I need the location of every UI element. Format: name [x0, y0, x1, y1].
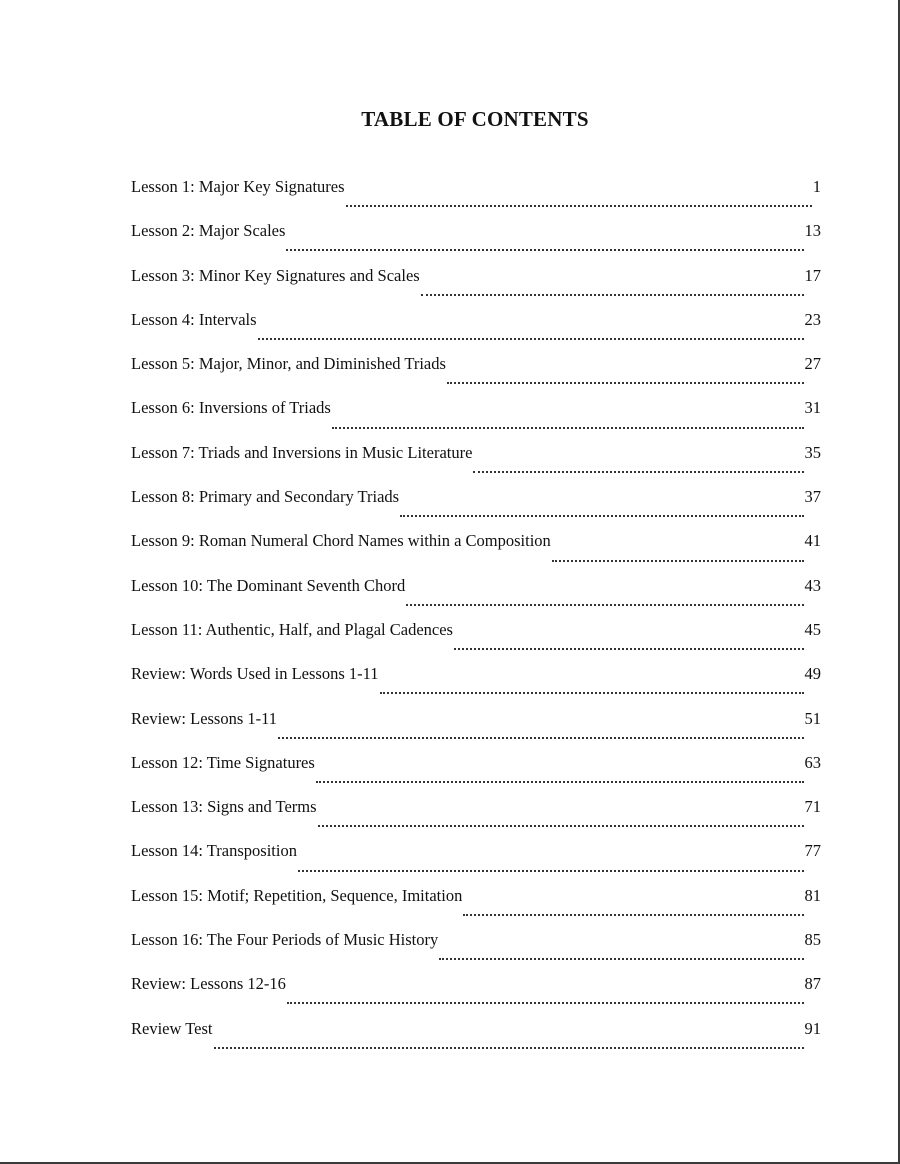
toc-entry-page-number: 63 — [804, 752, 821, 772]
dot-leader — [332, 407, 804, 429]
toc-entry-label: Lesson 15: Motif; Repetition, Sequence, Imitation — [131, 885, 463, 905]
toc-entry-page-number: 51 — [804, 708, 821, 728]
dot-leader — [298, 850, 804, 872]
dot-leader — [318, 805, 804, 827]
dot-leader — [463, 894, 803, 916]
dot-leader — [258, 318, 804, 340]
dot-leader — [287, 982, 804, 1004]
toc-entry-label: Review Test — [131, 1018, 213, 1038]
toc-entry-label: Lesson 11: Authentic, Half, and Plagal Cadences — [131, 619, 453, 639]
toc-entry-page-number: 27 — [804, 354, 821, 374]
toc-entry-page-number: 17 — [804, 265, 821, 285]
toc-entry-page-number: 85 — [804, 930, 821, 950]
toc-entry-page-number: 81 — [804, 885, 821, 905]
toc-entry — [131, 438, 821, 482]
toc-entry-label: Lesson 13: Signs and Terms — [131, 797, 317, 817]
toc-entry-label: Lesson 8: Primary and Secondary Triads — [131, 487, 400, 507]
toc-entry-page-number: 87 — [804, 974, 821, 994]
dot-leader — [316, 761, 804, 783]
toc-entry-page-number: 23 — [804, 309, 821, 329]
toc-entry-page-number: 35 — [804, 442, 821, 462]
dot-leader — [346, 185, 812, 207]
toc-entry — [131, 748, 821, 792]
toc-entry-label: Lesson 4: Intervals — [131, 309, 257, 329]
toc-entry-label: Lesson 16: The Four Periods of Music History — [131, 930, 439, 950]
toc-entry-label: Lesson 1: Major Key Signatures — [131, 177, 345, 196]
toc-entry-label: Lesson 9: Roman Numeral Chord Names within a Composition — [131, 531, 551, 551]
toc-entry-page-number: 45 — [804, 619, 821, 639]
page-title: TABLE OF CONTENTS — [361, 107, 589, 131]
toc-entry-label: Lesson 3: Minor Key Signatures and Scales — [131, 265, 420, 285]
toc-entry-label: Lesson 14: Transposition — [131, 841, 297, 861]
toc-entry — [131, 261, 821, 305]
dot-leader — [473, 451, 803, 473]
toc-entry — [131, 881, 821, 925]
toc-entry-page-number: 31 — [804, 398, 821, 418]
dot-leader — [286, 229, 803, 251]
dot-leader — [439, 938, 803, 960]
toc-entry — [131, 659, 821, 703]
dot-leader — [421, 274, 804, 296]
toc-entry — [131, 925, 821, 969]
toc-entry-label: Review: Lessons 12-16 — [131, 974, 286, 994]
toc-entry-label: Lesson 12: Time Signatures — [131, 752, 315, 772]
toc-entry — [131, 172, 821, 216]
toc-entry-label: Lesson 10: The Dominant Seventh Chord — [131, 575, 406, 595]
toc-entry-page-number: 91 — [804, 1018, 821, 1038]
toc-entry — [131, 349, 821, 393]
toc-entry-page-number: 49 — [804, 664, 821, 684]
toc-entry — [131, 216, 821, 260]
toc-entry-page-number: 77 — [804, 841, 821, 861]
toc-entry — [131, 482, 821, 526]
dot-leader — [278, 717, 803, 739]
toc-entry — [131, 704, 821, 748]
dot-leader — [454, 628, 804, 650]
toc-entry — [131, 526, 821, 570]
dot-leader — [406, 584, 803, 606]
toc-entry-label: Review: Lessons 1-11 — [131, 708, 278, 728]
dot-leader — [380, 672, 804, 694]
toc-entry-page-number: 37 — [804, 487, 821, 507]
toc-entry-label: Review: Words Used in Lessons 1-11 — [131, 664, 379, 684]
toc-entry — [131, 305, 821, 349]
dot-leader — [552, 540, 804, 562]
toc-entry — [131, 615, 821, 659]
toc-entry-page-number: 41 — [804, 531, 821, 551]
toc-entry — [131, 969, 821, 1013]
toc-entry-label: Lesson 2: Major Scales — [131, 221, 286, 241]
toc-entry-label: Lesson 5: Major, Minor, and Diminished Triads — [131, 354, 446, 374]
toc-entry — [131, 571, 821, 615]
toc-entry-page-number: 43 — [804, 575, 821, 595]
dot-leader — [400, 495, 803, 517]
toc-entry — [131, 836, 821, 880]
toc-entry-label: Lesson 7: Triads and Inversions in Music Literature — [131, 442, 473, 462]
toc-entry — [131, 1014, 821, 1058]
toc-entry — [131, 393, 821, 437]
toc-entry-page-number: 13 — [804, 221, 821, 241]
toc-entry-page-number: 71 — [804, 797, 821, 817]
toc-entry-label: Lesson 6: Inversions of Triads — [131, 398, 331, 418]
toc-entry — [131, 792, 821, 836]
toc-list — [131, 172, 821, 1058]
dot-leader — [214, 1027, 804, 1049]
toc-entry-page-number: 1 — [812, 177, 821, 196]
dot-leader — [447, 362, 804, 384]
